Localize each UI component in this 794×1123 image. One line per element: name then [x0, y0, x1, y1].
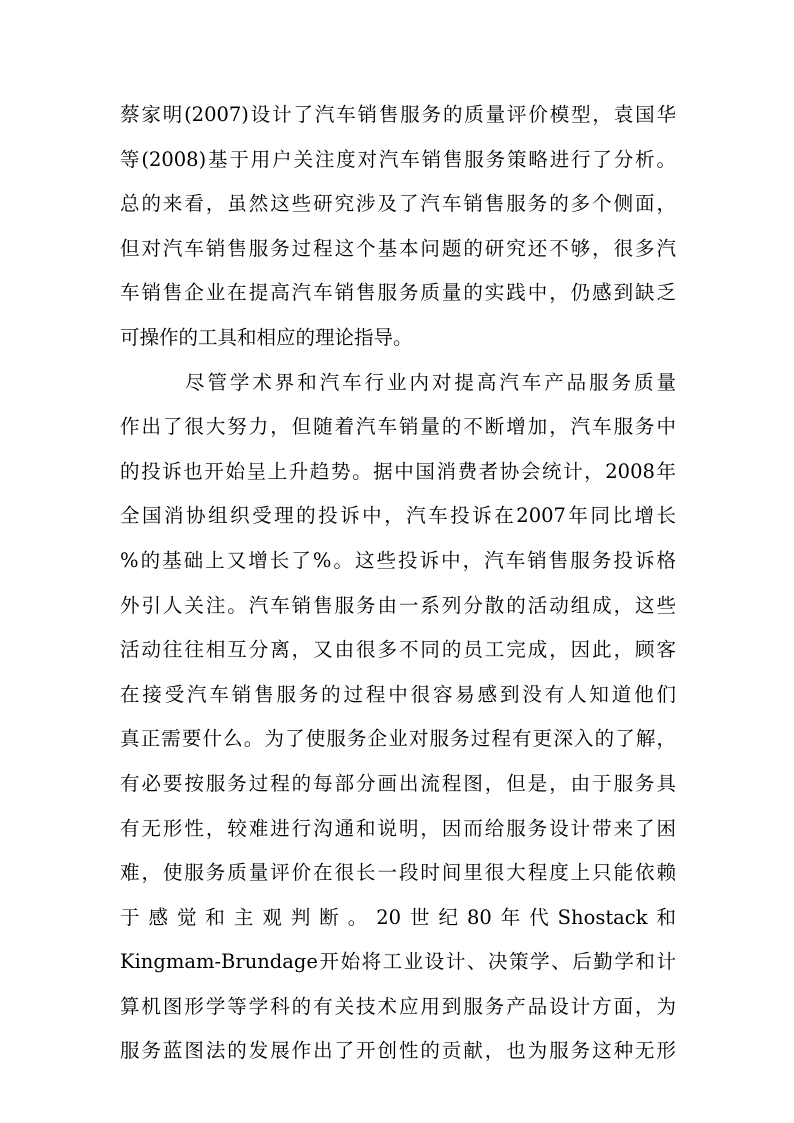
text-line: 蔡家明(2007)设计了汽车销售服务的质量评价模型，袁国华 [120, 103, 676, 126]
text-line: 可操作的工具和相应的理论指导。 [120, 325, 413, 349]
text-line: Kingmam-Brundage开始将工业设计、决策学、后勤学和计 [120, 950, 676, 974]
text-line: 真正需要什么。为了使服务企业对服务过程有更深入的了解， [120, 727, 676, 751]
text-line: 在接受汽车销售服务的过程中很容易感到没有人知道他们 [120, 682, 676, 706]
text-line: 等(2008)基于用户关注度对汽车销售服务策略进行了分析。 [120, 147, 676, 171]
text-line: 难，使服务质量评价在很长一段时间里很大程度上只能依赖 [120, 861, 676, 885]
text-line: 的投诉也开始呈上升趋势。据中国消费者协会统计，2008年 [120, 459, 676, 483]
body-text [120, 93, 676, 1074]
text-line: 于感觉和主观判断。20世纪80年代Shostack和 [120, 905, 676, 929]
text-line: 车销售企业在提高汽车销售服务质量的实践中，仍感到缺乏 [120, 281, 676, 305]
text-line: %的基础上又增长了%。这些投诉中，汽车销售服务投诉格 [120, 548, 676, 572]
text-line: 服务蓝图法的发展作出了开创性的贡献，也为服务这种无形 [120, 1039, 676, 1063]
paragraph-first-line: 尽管学术界和汽车行业内对提高汽车产品服务质量 [185, 370, 676, 394]
text-line: 有无形性，较难进行沟通和说明，因而给服务设计带来了困 [120, 816, 676, 840]
text-line: 总的来看，虽然这些研究涉及了汽车销售服务的多个侧面， [120, 192, 676, 216]
text-line: 全国消协组织受理的投诉中，汽车投诉在2007年同比增长 [120, 504, 676, 528]
text-line: 但对汽车销售服务过程这个基本问题的研究还不够，很多汽 [120, 236, 676, 260]
text-line: 有必要按服务过程的每部分画出流程图，但是，由于服务具 [120, 771, 676, 795]
text-line: 活动往往相互分离，又由很多不同的员工完成，因此，顾客 [120, 638, 676, 662]
text-line: 外引人关注。汽车销售服务由一系列分散的活动组成，这些 [120, 593, 676, 617]
text-line: 作出了很大努力，但随着汽车销量的不断增加，汽车服务中 [120, 415, 676, 439]
text-line: 算机图形学等学科的有关技术应用到服务产品设计方面，为 [120, 994, 676, 1018]
